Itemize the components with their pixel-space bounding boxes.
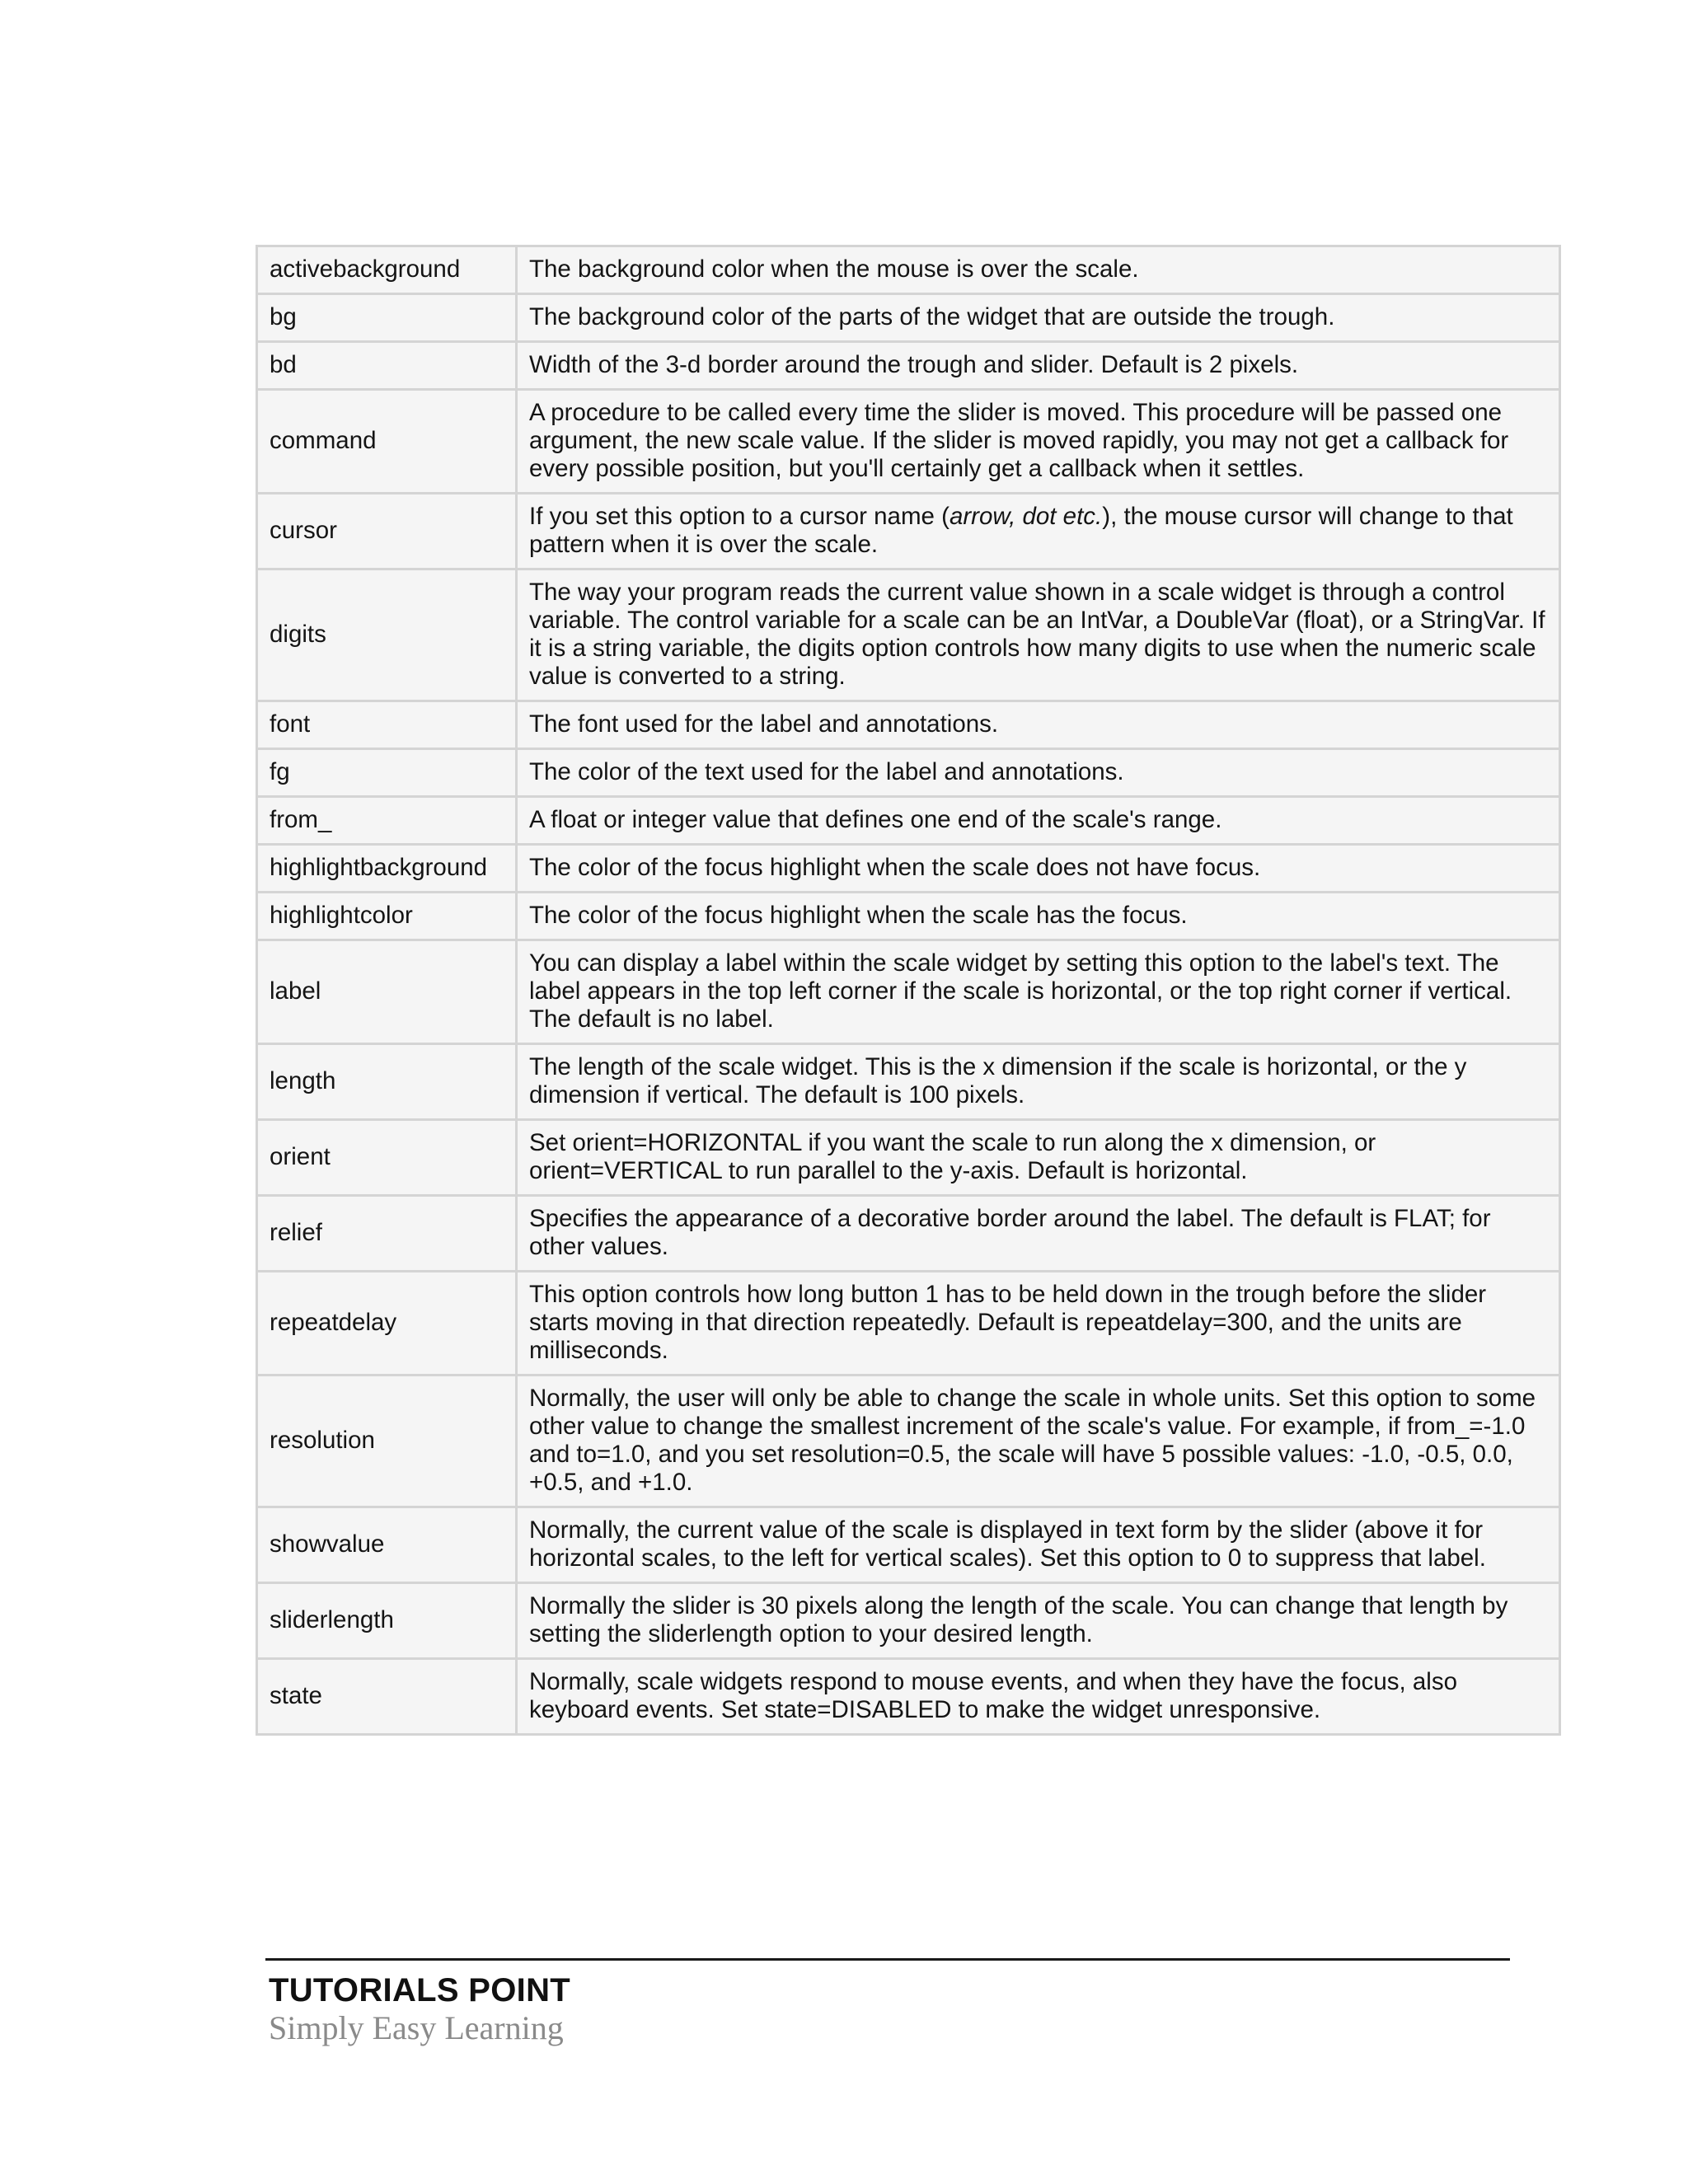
option-description: Normally, scale widgets respond to mouse events, and when they have the focus, also keyboard events. Set state=DISABLED to make the widget unresponsive. [517,1659,1560,1735]
description-text: If you set this option to a cursor name ( [529,503,950,530]
option-description: Normally the slider is 30 pixels along the length of the scale. You can change that length by setting the sliderlength option to your desired length. [517,1583,1560,1659]
table-row [257,1196,1560,1272]
option-description: The background color of the parts of the widget that are outside the trough. [517,294,1560,342]
option-name: length [257,1044,517,1120]
table-row [257,893,1560,940]
table-row [257,1272,1560,1376]
table-row [257,294,1560,342]
option-description: This option controls how long button 1 has to be held down in the trough before the slider starts moving in that direction repeatedly. Default is repeatdelay=300, and the units are milliseconds. [517,1272,1560,1376]
option-name: bd [257,342,517,390]
option-description: The color of the text used for the label and annotations. [517,749,1560,797]
options-table-body [257,246,1560,1735]
option-description: The length of the scale widget. This is the x dimension if the scale is horizontal, or the y dimension if vertical. The default is 100 pixels. [517,1044,1560,1120]
option-name: orient [257,1120,517,1196]
table-row [257,845,1560,893]
option-name: showvalue [257,1507,517,1583]
option-name: from_ [257,797,517,845]
table-row [257,569,1560,701]
option-name: font [257,701,517,749]
option-name: relief [257,1196,517,1272]
footer-brand: TUTORIALS POINT [269,1972,570,2008]
table-row [257,494,1560,569]
option-name: cursor [257,494,517,569]
option-description: Width of the 3-d border around the trough and slider. Default is 2 pixels. [517,342,1560,390]
table-row [257,246,1560,294]
table-row [257,1376,1560,1507]
table-row [257,940,1560,1044]
option-name: repeatdelay [257,1272,517,1376]
option-description: The way your program reads the current value shown in a scale widget is through a control variable. The control variable for a scale can be an IntVar, a DoubleVar (float), or a StringVar. If it is a string variable, the digits option controls how many digits to use when the numeric scale value is converted to a string. [517,569,1560,701]
description-emphasis: arrow, dot etc. [949,503,1103,530]
option-name: label [257,940,517,1044]
option-description: Normally, the current value of the scale is displayed in text form by the slider (above it for horizontal scales, to the left for vertical scales). Set this option to 0 to suppress that label. [517,1507,1560,1583]
option-description: Set orient=HORIZONTAL if you want the scale to run along the x dimension, or orient=VERTICAL to run parallel to the y-axis. Default is horizontal. [517,1120,1560,1196]
table-row [257,1583,1560,1659]
option-name: bg [257,294,517,342]
option-name: fg [257,749,517,797]
option-name: digits [257,569,517,701]
option-name: resolution [257,1376,517,1507]
option-name: highlightbackground [257,845,517,893]
option-name: highlightcolor [257,893,517,940]
option-name: state [257,1659,517,1735]
option-description: The color of the focus highlight when the scale has the focus. [517,893,1560,940]
option-description: Normally, the user will only be able to change the scale in whole units. Set this option to some other value to change the smallest increment of the scale's value. For example, if from_=-1.0 and to=1.0, and you set resolution=0.5, the scale will have 5 possible values: -1.0, -0.5, 0.0, +0.5, and +1.0. [517,1376,1560,1507]
option-description: The background color when the mouse is over the scale. [517,246,1560,294]
option-description [517,494,1560,569]
table-row [257,749,1560,797]
option-description: You can display a label within the scale widget by setting this option to the label's text. The label appears in the top left corner if the scale is horizontal, or the top right corner if vertical. The default is no label. [517,940,1560,1044]
table-row [257,1507,1560,1583]
option-description: The color of the focus highlight when the scale does not have focus. [517,845,1560,893]
option-name: command [257,390,517,494]
option-description: A float or integer value that defines one end of the scale's range. [517,797,1560,845]
options-table [256,245,1561,1736]
table-row [257,701,1560,749]
table-row [257,1120,1560,1196]
table-row [257,1659,1560,1735]
table-row [257,1044,1560,1120]
option-description: The font used for the label and annotations. [517,701,1560,749]
option-name: sliderlength [257,1583,517,1659]
option-description: Specifies the appearance of a decorative border around the label. The default is FLAT; for other values. [517,1196,1560,1272]
footer-tagline: Simply Easy Learning [269,2009,564,2046]
table-row [257,390,1560,494]
table-row [257,342,1560,390]
footer-divider [265,1958,1510,1961]
table-row [257,797,1560,845]
option-name: activebackground [257,246,517,294]
option-description: A procedure to be called every time the slider is moved. This procedure will be passed one argument, the new scale value. If the slider is moved rapidly, you may not get a callback for every possible position, but you'll certainly get a callback when it settles. [517,390,1560,494]
description-text: ), the mouse cursor will change to that pattern when it is over the scale. [529,503,1513,558]
